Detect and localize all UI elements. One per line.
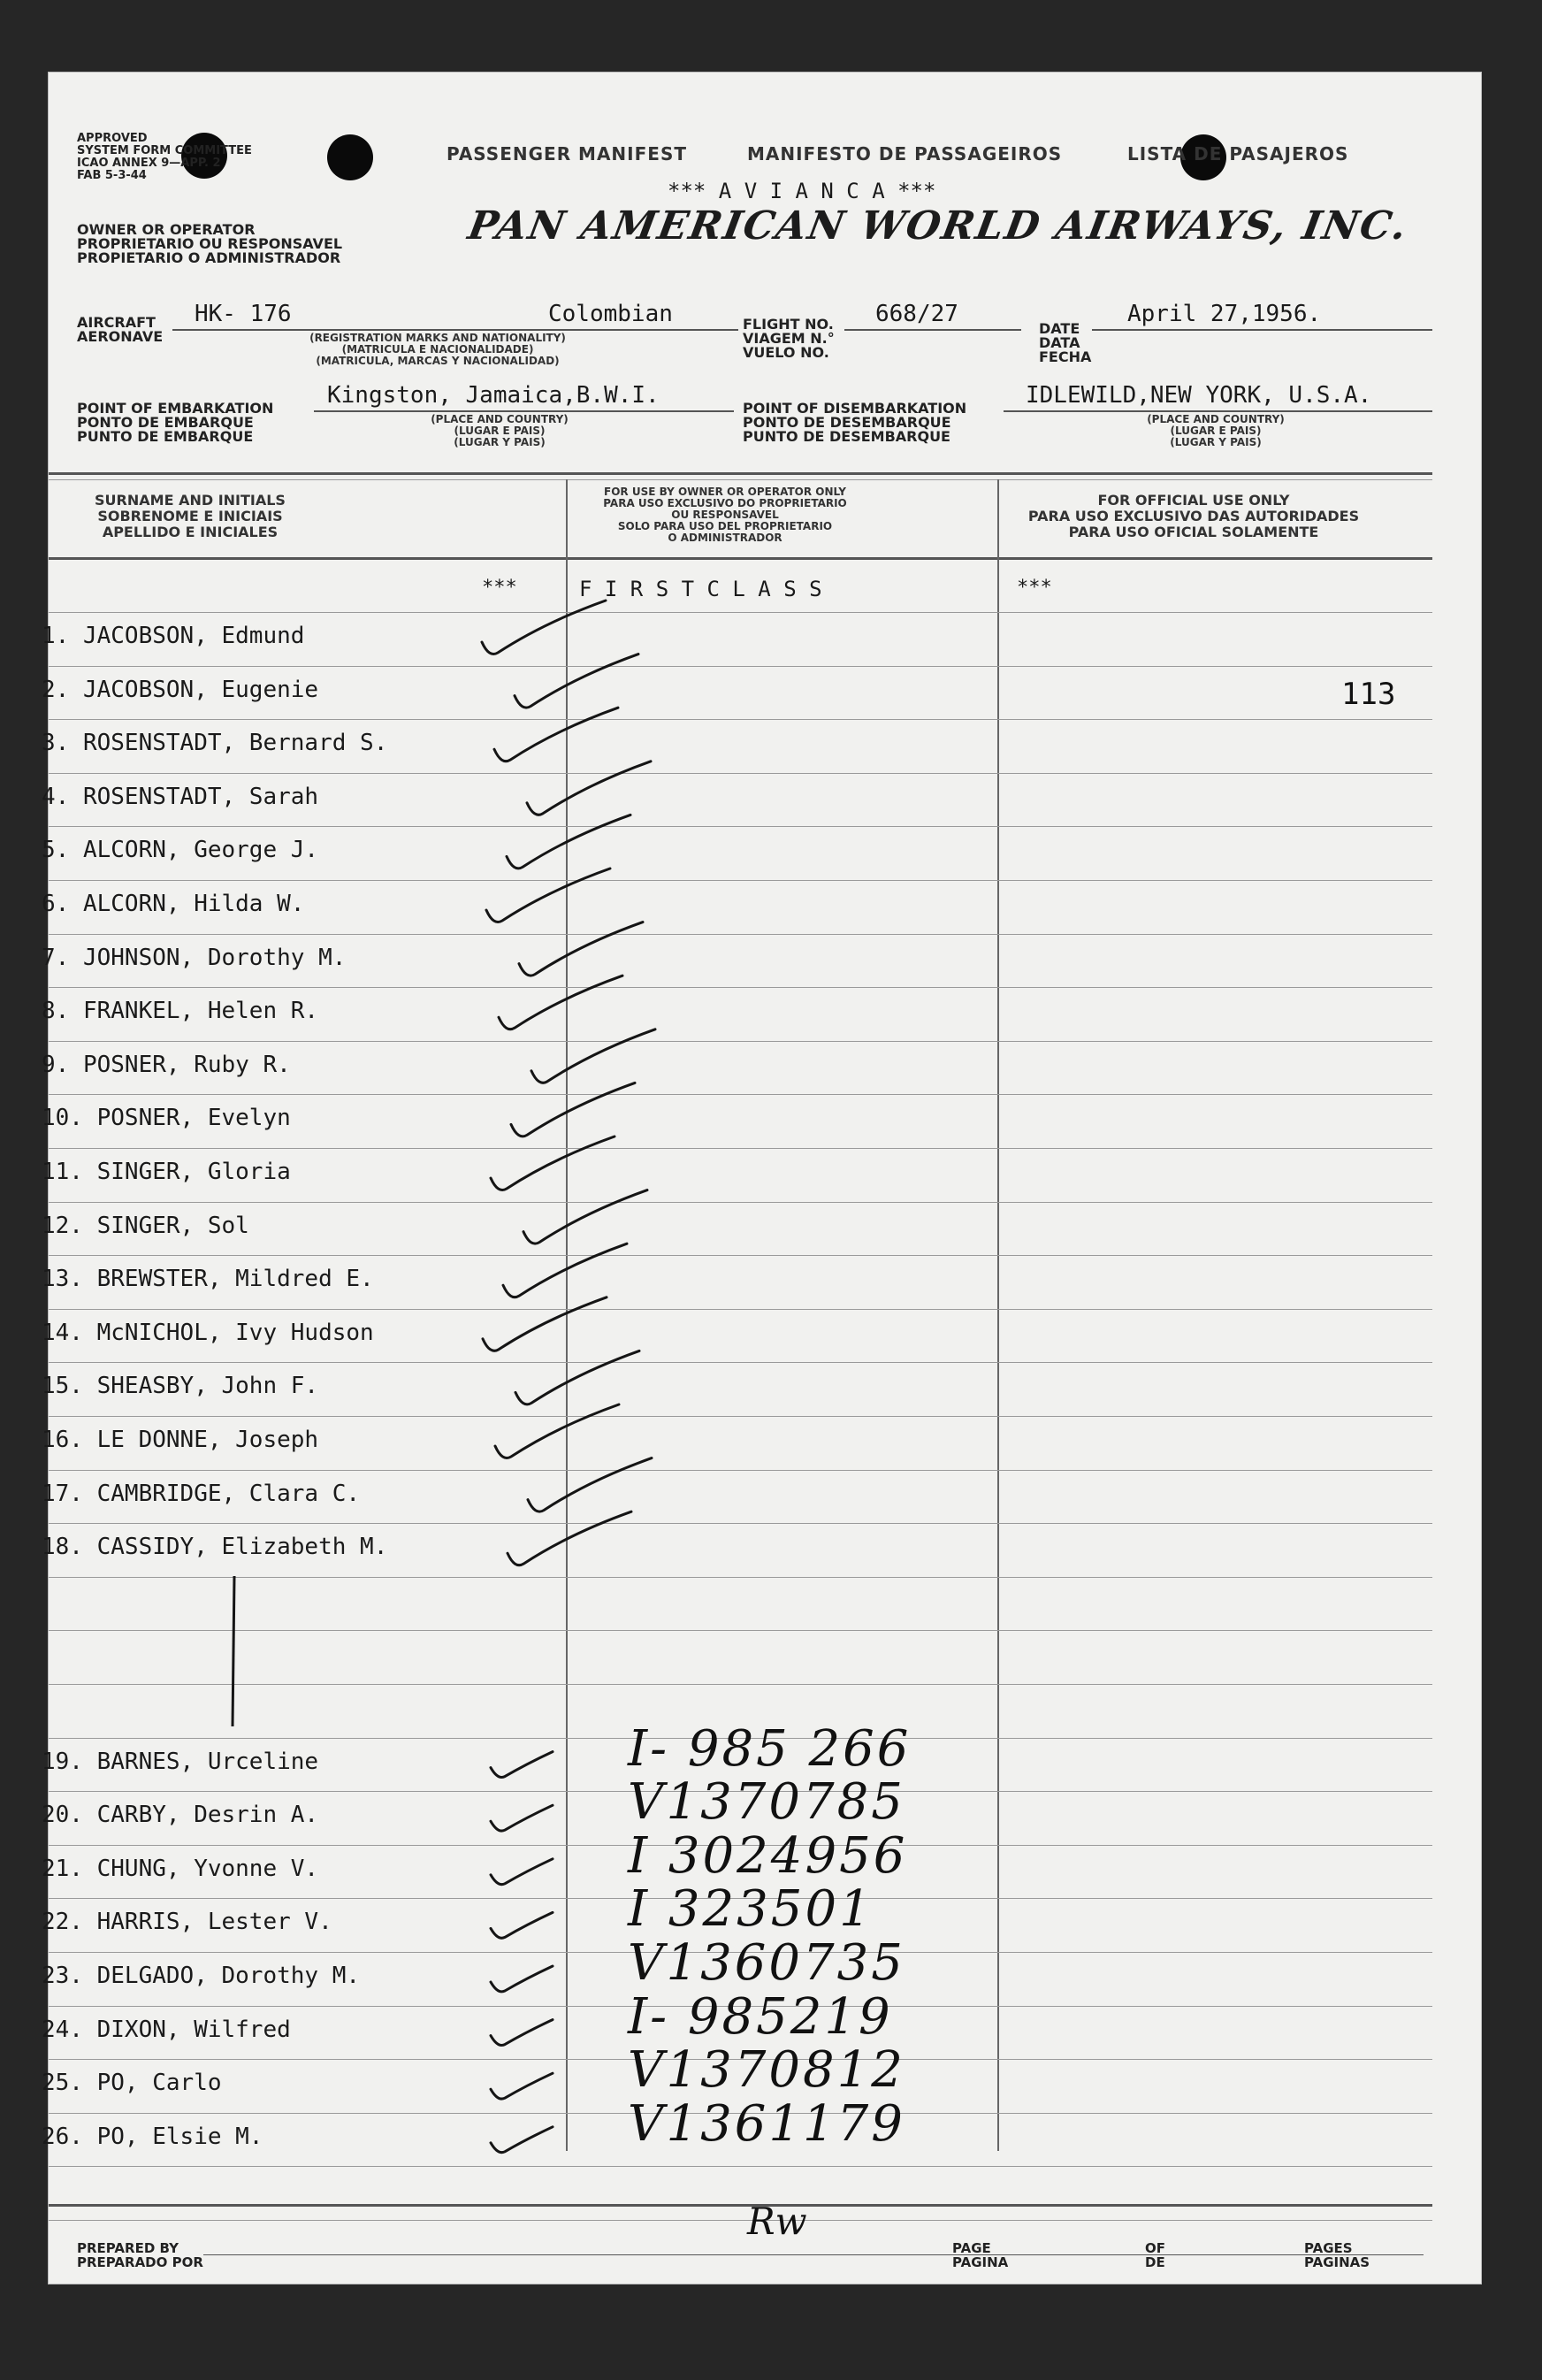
checkmark bbox=[515, 1351, 639, 1404]
passenger-number: 6. bbox=[42, 891, 70, 917]
form-id-line: SYSTEM FORM COMMITTEE bbox=[77, 144, 252, 157]
passenger-number: 26. bbox=[42, 2123, 83, 2150]
passenger-number: 12. bbox=[42, 1212, 83, 1239]
embarkation-caption: (PLACE AND COUNTRY) (LUGAR E PAIS) (LUGAR Y PAIS) bbox=[431, 413, 569, 448]
disembarkation-place: IDLEWILD,NEW YORK, U.S.A. bbox=[1026, 382, 1372, 409]
checkmark bbox=[508, 1511, 631, 1565]
passenger-number: 18. bbox=[42, 1534, 83, 1561]
passenger-document-number: V1360735 bbox=[628, 1934, 905, 1992]
passenger-name: CAMBRIDGE, Clara C. bbox=[96, 1480, 361, 1507]
passenger-number: 19. bbox=[42, 1748, 83, 1775]
passenger-name: HARRIS, Lester V. bbox=[96, 1909, 332, 1936]
passenger-document-number: V1370785 bbox=[628, 1773, 905, 1832]
airline-name: PAN AMERICAN WORLD AIRWAYS, INC. bbox=[464, 203, 1412, 249]
checkmark bbox=[486, 869, 610, 922]
checkmark bbox=[491, 1136, 615, 1190]
passenger-name: ROSENSTADT, Sarah bbox=[82, 783, 319, 810]
checkmark bbox=[511, 1083, 635, 1136]
passenger-number: 10. bbox=[42, 1105, 83, 1132]
class-marker-left: *** bbox=[482, 577, 517, 599]
passenger-name: ROSENSTADT, Bernard S. bbox=[82, 730, 388, 757]
passenger-number: 2. bbox=[42, 676, 70, 703]
passenger-name: CASSIDY, Elizabeth M. bbox=[96, 1534, 388, 1561]
title-english: PASSENGER MANIFEST bbox=[447, 143, 687, 165]
passenger-document-number: V1361179 bbox=[628, 2094, 905, 2153]
passenger-number: 24. bbox=[42, 2016, 83, 2043]
passenger-number: 11. bbox=[42, 1159, 83, 1185]
passenger-number: 8. bbox=[42, 998, 70, 1025]
official-count: 113 bbox=[1341, 677, 1396, 712]
checkmark bbox=[507, 815, 630, 869]
passenger-number: 3. bbox=[42, 730, 70, 757]
date-label: DATE DATA FECHA bbox=[1039, 320, 1092, 365]
aircraft-registration: HK- 176 bbox=[195, 301, 292, 327]
passenger-name: DIXON, Wilfred bbox=[96, 2016, 291, 2043]
flight-date: April 27,1956. bbox=[1127, 301, 1322, 327]
checkmark bbox=[527, 761, 651, 815]
checkmark bbox=[491, 2020, 553, 2046]
passenger-name: SINGER, Gloria bbox=[96, 1159, 291, 1185]
passenger-number: 16. bbox=[42, 1427, 83, 1453]
passenger-number: 17. bbox=[42, 1480, 83, 1507]
owner-label: OWNER OR OPERATOR PROPRIETARIO OU RESPONSAVEL PROPIETARIO O ADMINISTRADOR bbox=[77, 221, 343, 266]
passenger-document-number: I 3024956 bbox=[628, 1826, 908, 1885]
checkmark bbox=[491, 1912, 553, 1938]
passenger-number: 22. bbox=[42, 1909, 83, 1936]
title-portuguese: MANIFESTO DE PASSAGEIROS bbox=[747, 143, 1063, 165]
surname-column-header: SURNAME AND INITIALS SOBRENOME E INICIAIS APELLIDO E INICIALES bbox=[95, 492, 286, 540]
checkmark bbox=[531, 1029, 655, 1083]
passenger-name: BREWSTER, Mildred E. bbox=[96, 1266, 374, 1293]
form-id-line: APPROVED bbox=[77, 132, 148, 145]
avianca-line: *** A V I A N C A *** bbox=[668, 179, 936, 203]
checkmark bbox=[494, 708, 618, 761]
passenger-name: CHUNG, Yvonne V. bbox=[96, 1855, 319, 1882]
first-class-heading: F I R S T C L A S S bbox=[579, 577, 822, 601]
checkmark bbox=[491, 2073, 553, 2099]
passenger-number: 15. bbox=[42, 1373, 83, 1400]
passenger-number: 13. bbox=[42, 1266, 83, 1293]
official-column-header: FOR OFFICIAL USE ONLY PARA USO EXCLUSIVO DAS AUTORIDADES PARA USO OFICIAL SOLAMENTE bbox=[1027, 492, 1360, 540]
checkmark bbox=[523, 1190, 647, 1244]
flight-label: FLIGHT NO. VIAGEM N.° VUELO NO. bbox=[743, 316, 835, 361]
checkmark bbox=[503, 1244, 627, 1297]
preparer-initials: Rw bbox=[747, 2200, 807, 2243]
handwritten-checkmarks bbox=[49, 73, 1481, 2284]
passenger-name: JACOBSON, Edmund bbox=[82, 623, 305, 649]
passenger-number: 5. bbox=[42, 837, 70, 864]
title-spanish: LISTA DE PASAJEROS bbox=[1127, 143, 1349, 165]
checkmark bbox=[491, 2127, 553, 2153]
passenger-name: LE DONNE, Joseph bbox=[96, 1427, 319, 1453]
passenger-document-number: I 323501 bbox=[628, 1880, 874, 1939]
class-marker-right: *** bbox=[1017, 577, 1052, 599]
manifest-sheet bbox=[42, 73, 1481, 2284]
passenger-name: BARNES, Urceline bbox=[96, 1748, 319, 1775]
passenger-name: ALCORN, Hilda W. bbox=[82, 891, 305, 917]
passenger-document-number: I- 985219 bbox=[628, 1987, 893, 2046]
checkmark bbox=[491, 1805, 553, 1831]
passenger-name: SINGER, Sol bbox=[96, 1212, 249, 1239]
passenger-document-number: I- 985 266 bbox=[628, 1719, 912, 1778]
passenger-name: DELGADO, Dorothy M. bbox=[96, 1963, 361, 1989]
page-label: PAGE PAGINA bbox=[952, 2240, 1009, 2270]
pages-label: PAGES PAGINAS bbox=[1304, 2240, 1370, 2270]
passenger-document-number: V1370812 bbox=[628, 2041, 905, 2100]
flight-number: 668/27 bbox=[875, 301, 958, 327]
embarkation-label: POINT OF EMBARKATION PONTO DE EMBARQUE PUNTO DE EMBARQUE bbox=[77, 400, 274, 445]
passenger-name: JACOBSON, Eugenie bbox=[82, 676, 319, 703]
passenger-name: POSNER, Ruby R. bbox=[82, 1051, 291, 1078]
passenger-number: 7. bbox=[42, 944, 70, 971]
passenger-number: 25. bbox=[42, 2070, 83, 2097]
prepared-by-label: PREPARED BY PREPARADO POR bbox=[77, 2240, 203, 2270]
checkmark bbox=[499, 976, 622, 1029]
handwritten-bracket-line bbox=[233, 1576, 234, 1726]
of-label: OF DE bbox=[1145, 2240, 1165, 2270]
embarkation-place: Kingston, Jamaica,B.W.I. bbox=[327, 382, 660, 409]
form-id-line: FAB 5-3-44 bbox=[77, 169, 147, 182]
form-id-line: ICAO ANNEX 9—APP. 2 bbox=[77, 157, 221, 170]
passenger-name: POSNER, Evelyn bbox=[96, 1105, 291, 1132]
checkmark bbox=[495, 1404, 619, 1458]
passenger-name: CARBY, Desrin A. bbox=[96, 1802, 319, 1829]
checkmark bbox=[519, 922, 643, 976]
passenger-name: PO, Carlo bbox=[96, 2070, 222, 2097]
passenger-name: PO, Elsie M. bbox=[96, 2123, 263, 2150]
passenger-name: SHEASBY, John F. bbox=[96, 1373, 319, 1400]
disembarkation-label: POINT OF DISEMBARKATION PONTO DE DESEMBARQUE PUNTO DE DESEMBARQUE bbox=[743, 400, 967, 445]
checkmark bbox=[515, 654, 638, 708]
passenger-name: FRANKEL, Helen R. bbox=[82, 998, 319, 1025]
footer-rule bbox=[49, 2204, 1432, 2207]
passenger-number: 20. bbox=[42, 1802, 83, 1829]
owner-column-header: FOR USE BY OWNER OR OPERATOR ONLY PARA USO EXCLUSIVO DO PROPRIETARIO OU RESPONSAVEL SOLO PARA USO DEL PROPRIETARIO O ADMINISTRADOR bbox=[603, 486, 847, 544]
aircraft-nationality: Colombian bbox=[548, 301, 673, 327]
disembarkation-caption: (PLACE AND COUNTRY) (LUGAR E PAIS) (LUGAR Y PAIS) bbox=[1147, 413, 1285, 448]
passenger-name: JOHNSON, Dorothy M. bbox=[82, 944, 347, 971]
passenger-number: 4. bbox=[42, 783, 70, 810]
passenger-name: McNICHOL, Ivy Hudson bbox=[96, 1319, 374, 1346]
passenger-name: ALCORN, George J. bbox=[82, 837, 319, 864]
passenger-number: 23. bbox=[42, 1963, 83, 1989]
checkmark bbox=[482, 601, 606, 654]
checkmark bbox=[491, 1859, 553, 1885]
passenger-number: 9. bbox=[42, 1051, 70, 1078]
passenger-number: 21. bbox=[42, 1855, 83, 1882]
passenger-number: 1. bbox=[42, 623, 70, 649]
aircraft-label: AIRCRAFT AERONAVE bbox=[77, 314, 164, 345]
checkmark bbox=[483, 1297, 607, 1351]
footer-underline bbox=[203, 2254, 1424, 2255]
checkmark bbox=[528, 1458, 652, 1512]
checkmark bbox=[491, 1966, 553, 1992]
aircraft-caption: (REGISTRATION MARKS AND NATIONALITY) (MATRICULA E NACIONALIDADE) (MATRICULA, MARCAS Y NACIONALIDAD) bbox=[309, 332, 566, 367]
checkmark bbox=[491, 1752, 553, 1778]
passenger-number: 14. bbox=[42, 1319, 83, 1346]
